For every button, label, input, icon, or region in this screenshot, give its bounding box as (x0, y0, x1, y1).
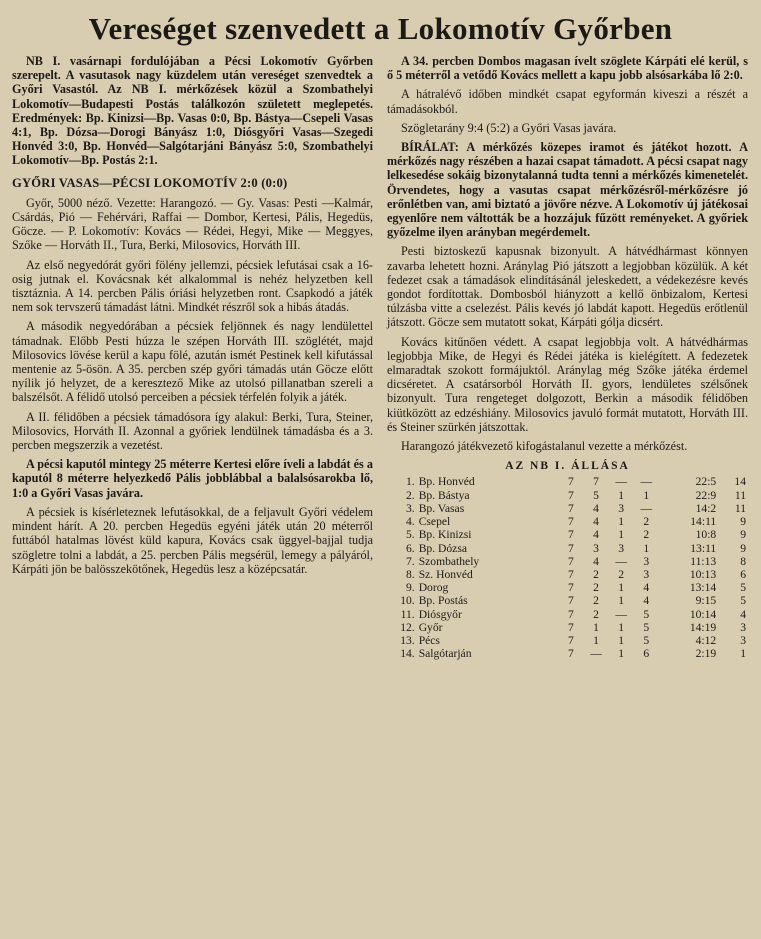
games-played: 7 (568, 620, 574, 634)
standing-position: 4. (405, 515, 415, 529)
team-name: Bp. Kinizsi (418, 528, 472, 542)
points: 3 (740, 633, 746, 647)
player-review-gyor: Pesti biztoskezű kapusnak bizonyult. A hátvédhármast könnyen zavarba lehetett hozni. Aránylag Pió játszott a legjobban közülük. A két fedezet csak a támadások elindításánál jeleskedett, a védekezésre kevés gondot fordítottak. Dombosból hiányzott a kellő önbizalom, Kertesi túlzásba vitte a cselezést. Pális kevés jó labdát kapott. Hegedüs erőtlenül játszott. Göcze sem mutatott sokat, Kárpáti gólja dicsért. (387, 244, 748, 330)
games-played: 7 (568, 475, 574, 489)
losses: 4 (643, 581, 650, 595)
losses: 6 (643, 647, 650, 661)
games-played: 7 (568, 488, 574, 502)
goal-paragraph-2: A 34. percben Dombos magasan ívelt szöglete Kárpáti elé kerül, s ő 5 méterről a vetődő Kovács mellett a kapu jobb alsósarkába lő 2:0. (387, 54, 748, 83)
goal-ratio: 4:12 (695, 633, 717, 647)
match-title: GYŐRI VASAS—PÉCSI LOKOMOTÍV 2:0 (0:0) (12, 175, 288, 190)
table-row (387, 528, 748, 541)
wins: 2 (593, 581, 599, 595)
wins: 1 (593, 620, 599, 634)
losses: 2 (643, 528, 650, 542)
games-played: 7 (568, 541, 574, 555)
games-played: 7 (568, 594, 574, 608)
points: 9 (740, 541, 746, 555)
report-paragraph-3: A II. félidőben a pécsiek támadósora így alakul: Berki, Tura, Steiner, Milosovics, Horváth II. Azonnal a győriek lendülnek támadásba és a 3. percben megszerzik a vezetést. (12, 409, 373, 453)
standing-position: 6. (405, 541, 415, 555)
draws: 1 (618, 594, 625, 608)
page-title: Vereséget szenvedett a Lokomotív Győrben (88, 11, 673, 46)
wins: 5 (593, 488, 599, 502)
team-name: Pécs (418, 633, 440, 647)
wins: 2 (593, 607, 599, 621)
games-played: 7 (568, 554, 574, 568)
losses: — (640, 501, 653, 515)
standing-position: 8. (405, 567, 415, 581)
draws: 1 (618, 620, 625, 634)
goal-ratio: 10:8 (695, 528, 717, 542)
losses: 4 (643, 594, 650, 608)
goal-ratio: 14:11 (690, 515, 717, 529)
draws: 3 (618, 541, 625, 555)
goal-ratio: 2:19 (695, 647, 717, 661)
team-name: Győr (418, 620, 443, 634)
team-name: Bp. Postás (418, 594, 468, 608)
losses: 3 (643, 567, 650, 581)
table-row (387, 621, 748, 634)
goal-ratio: 10:14 (689, 607, 717, 621)
goal-ratio: 13:14 (689, 581, 717, 595)
table-row (387, 555, 748, 568)
goal-paragraph-1: A pécsi kaputól mintegy 25 méterre Kertesi előre íveli a labdát és a kaputól 8 méterre helyezkedő Pális jobblábbal a balalsósarokba lő, 1:0 a Győri Vasas javára. (12, 457, 373, 500)
standing-position: 14. (400, 647, 415, 661)
points: 8 (740, 554, 746, 568)
intro-paragraph: NB I. vasárnapi fordulójában a Pécsi Lokomotív Győrben szerepelt. A vasutasok nagy küzdelem után vereséget szenvedtek a Győri Vasastól. Az NB I. mérkőzések közül a Szombathelyi Lokomotív—Budapesti Postás találkozón született meglepetés. Eredmények: Bp. Kinizsi—Bp. Vasas 0:0, Bp. Bástya—Csepeli Vasas 4:1, Bp. Dózsa—Dorogi Bányász 1:0, Diósgyőri Vasas—Szegedi Honvéd 3:0, Bp. Honvéd—Salgótarjáni Bányász 5:0, Szombathelyi Lokomotív—Bp. Postás 2:1. (12, 54, 373, 168)
wins: 4 (593, 515, 599, 529)
losses: 1 (643, 541, 650, 555)
standing-position: 7. (405, 554, 415, 568)
goal-ratio: 14:2 (695, 501, 717, 515)
table-row (387, 608, 748, 621)
draws: 1 (618, 647, 625, 661)
report-paragraph-6: A hátralévő időben mindkét csapat egyformán kiveszi a részét a támadásokból. (387, 87, 748, 116)
team-name: Szombathely (418, 554, 480, 568)
draws: — (615, 475, 627, 489)
table-row (387, 542, 748, 555)
report-paragraph-5: A pécsiek is kísérleteznek lefutásokkal, de a feljavult Győri védelem mindent hárít. A 20. percben Hegedüs egyéni játék után 20 méterről futtából hatalmas lövést küld kapura, Kovács csak üggyel-bajjal tudja szögletre tolni a labdát, a 25. percben Pális megsérül, lemegy a pályáról, Kárpáti jön be balösszekötőnek, Hegedüs lesz a középcsatár. (12, 504, 373, 576)
wins: 2 (593, 594, 599, 608)
table-row (387, 581, 748, 594)
goal-ratio: 13:11 (690, 541, 717, 555)
points: 9 (740, 528, 746, 542)
draws: — (615, 554, 627, 568)
points: 1 (740, 647, 746, 661)
losses: 3 (643, 554, 650, 568)
wins: 1 (593, 633, 599, 647)
goal-ratio: 10:13 (689, 567, 717, 581)
standings-title: AZ NB I. ÁLLÁSA (505, 460, 630, 473)
right-column (387, 54, 748, 660)
draws: 1 (618, 515, 625, 529)
standing-position: 3. (405, 501, 415, 515)
wins: 2 (593, 567, 599, 581)
wins: 3 (593, 541, 599, 555)
losses: 5 (643, 633, 650, 647)
games-played: 7 (568, 607, 574, 621)
team-name: Salgótarján (418, 647, 472, 661)
standing-position: 11. (400, 607, 415, 621)
table-row (387, 489, 748, 502)
goal-ratio: 22:5 (695, 475, 717, 489)
left-column (12, 54, 373, 660)
table-row (387, 647, 748, 660)
team-name: Dorog (418, 581, 449, 595)
draws: 1 (618, 488, 625, 502)
points: 11 (734, 501, 746, 515)
points: 6 (740, 567, 746, 581)
report-paragraph-1: Az első negyedórát győri fölény jellemzi, pécsiek lefutásai csak a 16-osig jutnak el. Kovácsnak két alkalommal is nehéz helyzetben kell tisztáznia. A 14. percben Pális óriási helyzetben ront. Csapkodó a játék nem sok tervszerű támadást látni. Mindkét részről sok a hibás átadás. (12, 257, 373, 315)
standing-position: 10. (400, 594, 415, 608)
standings-table (387, 475, 748, 660)
points: 3 (740, 620, 746, 634)
games-played: 7 (568, 567, 574, 581)
table-row (387, 515, 748, 528)
table-row (387, 594, 748, 607)
corner-ratio: Szögletarány 9:4 (5:2) a Győri Vasas javára. (401, 120, 617, 135)
games-played: 7 (568, 633, 574, 647)
games-played: 7 (568, 501, 574, 515)
player-review-pecs: Kovács kitűnően védett. A csapat legjobbja volt. A hátvédhármas legjobbja Mike, de Hegyi és Rédei játéka is kielégített. A fedezetek elmaradtak szokott formájuktól. Aránylag még Szőke játéka érdemel dicséretet. A csatársorból Horváth II. gyors, lendületes szélsőnek bizonyult. Tura rengeteget dolgozott, Berkin a második félidőben kiütközött az edzéshiány. Milosovics javuló formát mutatott, Horváth III. és Steiner szürkén játszottak. (387, 334, 748, 434)
team-name: Csepel (418, 515, 451, 529)
team-name: Bp. Bástya (418, 488, 470, 502)
team-name: Bp. Honvéd (418, 475, 475, 489)
report-paragraph-2: A második negyedórában a pécsiek feljönnek és nagy lendülettel támadnak. Előbb Pesti húzza le szépen Horváth III. szöglétét, majd Milosovics lövése kerül a kapu fölé, azután ismét Pestinek kell kifutással mentenie az 5-ösön. A 35. percben szép győri támadás után Göcze előtt nyílik jó helyzet, de a keresztező Mike az utolsó pillanatban szereli a balszélsőt. A félidő utolsó perceiben a pécsiek térfelén folyik a játék. (12, 319, 373, 405)
table-row (387, 502, 748, 515)
draws: 2 (618, 567, 625, 581)
losses: — (640, 475, 653, 489)
goal-ratio: 22:9 (695, 488, 717, 502)
wins: 4 (593, 501, 599, 515)
goal-ratio: 14:19 (689, 620, 717, 634)
standing-position: 9. (405, 581, 415, 595)
standing-position: 2. (405, 488, 415, 502)
team-name: Sz. Honvéd (418, 567, 473, 581)
points: 14 (734, 475, 746, 489)
wins: 7 (593, 475, 599, 489)
referee-note: Harangozó játékvezető kifogástalanul vezette a mérkőzést. (401, 439, 688, 454)
games-played: 7 (568, 647, 574, 661)
games-played: 7 (568, 528, 574, 542)
team-name: Bp. Vasas (418, 501, 465, 515)
article-columns (12, 54, 749, 660)
table-row (387, 475, 748, 488)
draws: 1 (618, 633, 625, 647)
wins: — (590, 647, 602, 661)
draws: — (615, 607, 627, 621)
draws: 1 (618, 528, 625, 542)
losses: 1 (643, 488, 650, 502)
points: 5 (740, 594, 746, 608)
lineup-paragraph: Győr, 5000 néző. Vezette: Harangozó. — Gy. Vasas: Pesti —Kalmár, Csárdás, Pió — Fehérvári, Raffai — Dombor, Kertesi, Pális, Hegedüs, Göcze. — P. Lokomotív: Kovács — Rédei, Hegyi, Mike — Meggyes, Szőke — Horváth II., Tura, Berki, Milosovics, Horváth III. (12, 195, 373, 253)
standing-position: 12. (400, 620, 415, 634)
team-name: Bp. Dózsa (418, 541, 467, 555)
points: 4 (740, 607, 746, 621)
games-played: 7 (568, 581, 574, 595)
goal-ratio: 11:13 (690, 554, 717, 568)
standing-position: 1. (405, 475, 415, 489)
draws: 3 (618, 501, 625, 515)
wins: 4 (593, 554, 599, 568)
table-row (387, 634, 748, 647)
standing-position: 5. (405, 528, 415, 542)
critique-paragraph: BÍRÁLAT: A mérkőzés közepes iramot és játékot hozott. A mérkőzés nagy részében a hazai csapat támadott. A pécsi csapat nagy lelkesedése sokáig bizonytalanná tudta tenni a mérkőzés kimenetelét. Örvendetes, hogy a vasutas csapat mérkőzésről-mérkőzésre jó erőnlétben van, ami biztató a jövőre nézve. A Lokomotív új játékosai egyenlőre nem váltották be a hozzájuk fűzött reményeket. A győriek győzelme ilyen arányban megérdemelt. (387, 140, 748, 240)
losses: 5 (643, 607, 650, 621)
draws: 1 (618, 581, 625, 595)
standing-position: 13. (400, 633, 415, 647)
losses: 2 (643, 515, 650, 529)
points: 9 (740, 515, 746, 529)
games-played: 7 (568, 515, 574, 529)
losses: 5 (643, 620, 650, 634)
goal-ratio: 9:15 (695, 594, 717, 608)
points: 5 (740, 581, 746, 595)
team-name: Diósgyőr (418, 607, 462, 621)
points: 11 (734, 488, 746, 502)
table-row (387, 568, 748, 581)
wins: 4 (593, 528, 599, 542)
